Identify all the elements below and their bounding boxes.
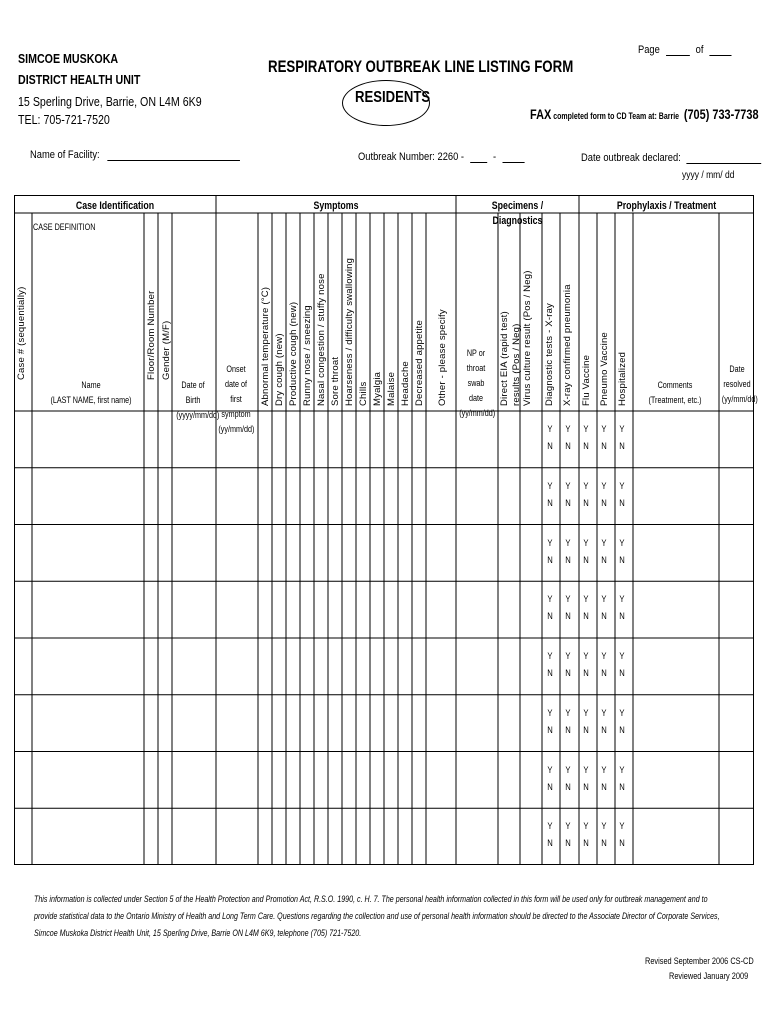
no-option[interactable]: N — [619, 441, 625, 451]
yes-option[interactable]: Y — [583, 594, 589, 605]
no-option[interactable]: N — [583, 611, 589, 622]
col-pneumo-vaccine: Pneumo Vaccine — [599, 332, 610, 406]
line-listing-grid — [14, 195, 754, 865]
outbreak-number-part2[interactable] — [502, 152, 524, 163]
no-option[interactable]: N — [619, 554, 625, 565]
yes-option[interactable]: Y — [547, 480, 553, 491]
org-name-line2: DISTRICT HEALTH UNIT — [18, 72, 141, 87]
yes-option[interactable]: Y — [619, 537, 625, 548]
col-onset-line1: Onset date of — [224, 364, 248, 389]
yes-option[interactable]: Y — [601, 594, 607, 605]
yes-option[interactable]: Y — [619, 594, 625, 605]
yes-option[interactable]: Y — [565, 821, 571, 832]
yes-option[interactable]: Y — [583, 651, 589, 661]
col-date-resolved — [721, 362, 758, 407]
section-specimens-diagnostics: Specimens / Diagnostics — [491, 200, 544, 227]
yes-option[interactable]: Y — [619, 424, 625, 434]
no-option[interactable]: N — [547, 441, 553, 451]
fax-number: (705) 733-7738 — [683, 106, 759, 122]
yes-option[interactable]: Y — [583, 821, 589, 832]
col-hoarseness: Hoarseness / difficulty swallowing — [344, 257, 355, 406]
yes-option[interactable]: Y — [601, 424, 607, 434]
no-option[interactable]: N — [619, 838, 625, 849]
no-option[interactable]: N — [565, 441, 571, 451]
fax-label: FAX — [530, 106, 552, 122]
no-option[interactable]: N — [583, 554, 589, 565]
no-option[interactable]: N — [601, 497, 607, 508]
no-option[interactable]: N — [547, 497, 553, 508]
yes-option[interactable]: Y — [619, 480, 625, 491]
outbreak-number-row — [358, 151, 524, 163]
no-option[interactable]: N — [583, 838, 589, 849]
col-resolved-line2: resolved — [723, 379, 751, 389]
col-case-number: Case # (sequentially) — [16, 286, 27, 380]
col-np-line2: swab — [467, 378, 485, 388]
facility-input[interactable] — [107, 150, 240, 161]
page-total-field[interactable] — [709, 45, 731, 56]
yes-option[interactable]: Y — [547, 821, 553, 832]
col-name-line1: Name — [81, 380, 101, 390]
no-option[interactable]: N — [583, 497, 589, 508]
yes-option[interactable]: Y — [601, 480, 607, 491]
col-name — [47, 378, 135, 408]
no-option[interactable]: N — [547, 611, 553, 622]
col-xray-pneumonia: X-ray confirmed pneumonia — [562, 284, 573, 406]
org-telephone: TEL: 705-721-7520 — [18, 112, 110, 127]
col-dry-cough: Dry cough (new) — [274, 333, 285, 406]
yes-option[interactable]: Y — [565, 424, 571, 434]
col-myalgia: Myalgia — [372, 371, 383, 406]
yes-option[interactable]: Y — [547, 764, 553, 775]
yes-option[interactable]: Y — [619, 651, 625, 661]
no-option[interactable]: N — [565, 554, 571, 565]
col-abnormal-temperature: Abnormal temperature (°C) — [260, 286, 271, 406]
no-option[interactable]: N — [547, 554, 553, 565]
date-format-hint: yyyy / mm/ dd — [682, 170, 735, 181]
col-chills: Chills — [358, 381, 369, 406]
no-option[interactable]: N — [547, 838, 553, 849]
section-case-identification: Case Identification — [75, 200, 155, 212]
col-name-line2: (LAST NAME, first name) — [50, 395, 132, 405]
section-symptoms: Symptoms — [313, 200, 359, 212]
no-option[interactable]: N — [619, 497, 625, 508]
outbreak-label: Outbreak Number: 2260 - — [358, 151, 465, 163]
no-option[interactable]: N — [619, 611, 625, 622]
no-option[interactable]: N — [565, 668, 571, 678]
col-nasal-congestion: Nasal congestion / stuffy nose — [316, 273, 327, 406]
col-hospitalized: Hospitalized — [617, 351, 628, 406]
col-dob-line2: (yyyy/mm/dd) — [176, 410, 220, 420]
form-title: RESPIRATORY OUTBREAK LINE LISTING FORM — [268, 57, 574, 76]
no-option[interactable]: N — [583, 781, 589, 792]
no-option[interactable]: N — [601, 668, 607, 678]
col-dob — [176, 378, 220, 423]
case-definition-label: CASE DEFINITION — [33, 222, 96, 232]
col-comments-line1: Comments — [657, 380, 693, 390]
fax-text: completed form to CD Team at: — [551, 111, 659, 121]
yes-option[interactable]: Y — [565, 764, 571, 775]
facility-row — [30, 149, 240, 161]
declared-date-input[interactable] — [687, 153, 762, 164]
col-resolved-line3: (yy/mm/dd) — [721, 394, 758, 404]
no-option[interactable]: N — [583, 441, 589, 451]
no-option[interactable]: N — [601, 554, 607, 565]
no-option[interactable]: N — [601, 441, 607, 451]
no-option[interactable]: N — [619, 724, 625, 735]
col-diagnostic-xray: Diagnostic tests - X-ray — [544, 303, 555, 406]
col-decreased-appetite: Decreased appetite — [414, 320, 425, 406]
section-prophylaxis-treatment: Prophylaxis / Treatment — [616, 200, 717, 212]
no-option[interactable]: N — [601, 781, 607, 792]
yes-option[interactable]: Y — [547, 651, 553, 661]
yes-option[interactable]: Y — [619, 707, 625, 718]
no-option[interactable]: N — [565, 724, 571, 735]
page-label: Page — [638, 44, 660, 56]
col-direct-eia — [499, 311, 523, 406]
no-option[interactable]: N — [583, 724, 589, 735]
no-option[interactable]: N — [565, 497, 571, 508]
no-option[interactable]: N — [547, 668, 553, 678]
yes-option[interactable]: Y — [565, 707, 571, 718]
col-gender: Gender (M/F) — [161, 320, 172, 380]
col-runny-nose: Runny nose / sneezing — [302, 305, 313, 406]
no-option[interactable]: N — [601, 838, 607, 849]
col-malaise: Malaise — [386, 371, 397, 406]
no-option[interactable]: N — [619, 781, 625, 792]
yes-option[interactable]: Y — [547, 707, 553, 718]
revision-date: Revised September 2006 CS-CD — [645, 956, 754, 966]
col-comments — [639, 378, 711, 408]
yes-option[interactable]: Y — [619, 764, 625, 775]
privacy-notice: This information is collected under Section 5 of the Health Protection and Promotion Act, R.S.O. 1990, c. H. 7. The personal health information collected in this form will be used only for outbreak management and to provide statistical data to the Ontario Ministry of Health and Long Term Care. Questions regarding the collection and use of personal health information should be directed to the Associate Director of Corporate Services, Simcoe Muskoka District Health Unit, 15 Sperling Drive, Barrie ON L4M 6K9, telephone (705) 721-7520. — [34, 894, 720, 938]
no-option[interactable]: N — [601, 611, 607, 622]
of-label: of — [695, 44, 704, 56]
yes-option[interactable]: Y — [547, 594, 553, 605]
col-np-line1: NP or throat — [466, 348, 486, 373]
page-number-field[interactable] — [666, 45, 690, 56]
no-option[interactable]: N — [547, 724, 553, 735]
no-option[interactable]: N — [565, 781, 571, 792]
yes-option[interactable]: Y — [619, 821, 625, 832]
yes-option[interactable]: Y — [601, 651, 607, 661]
col-np-swab — [459, 346, 496, 421]
outbreak-dash: - — [493, 151, 497, 163]
col-comments-line2: (Treatment, etc.) — [648, 395, 702, 405]
facility-label: Name of Facility: — [30, 149, 100, 161]
col-virus-culture: Virus culture result (Pos / Neg) — [522, 270, 533, 406]
fax-instruction — [530, 106, 759, 122]
yes-option[interactable]: Y — [583, 424, 589, 434]
no-option[interactable]: N — [619, 668, 625, 678]
yes-option[interactable]: Y — [601, 537, 607, 548]
yes-option[interactable]: Y — [565, 537, 571, 548]
col-resolved-line1: Date — [729, 364, 745, 374]
col-productive-cough: Productive cough (new) — [288, 301, 299, 406]
no-option[interactable]: N — [565, 611, 571, 622]
col-onset-line2: first symptom — [221, 394, 251, 419]
no-option[interactable]: N — [583, 668, 589, 678]
col-eia-line2: results (Pos / Neg) — [511, 323, 522, 406]
col-sore-throat: Sore throat — [330, 356, 341, 406]
yes-option[interactable]: Y — [601, 764, 607, 775]
col-other-specify: Other - please specify — [437, 309, 448, 406]
col-np-line4: (yy/mm/dd) — [459, 408, 496, 418]
col-np-line3: date — [468, 393, 484, 403]
yes-option[interactable]: Y — [601, 821, 607, 832]
page-counter — [638, 44, 732, 56]
col-onset-line3: (yy/mm/dd) — [218, 424, 255, 434]
col-headache: Headache — [400, 361, 411, 406]
yes-option[interactable]: Y — [601, 707, 607, 718]
review-date: Reviewed January 2009 — [669, 971, 749, 981]
yes-option[interactable]: Y — [565, 594, 571, 605]
fax-city: Barrie — [658, 111, 680, 121]
form-subtitle: RESIDENTS — [355, 89, 431, 106]
col-dob-line1: Date of Birth — [181, 380, 205, 405]
no-option[interactable]: N — [565, 838, 571, 849]
declared-label: Date outbreak declared: — [581, 152, 681, 164]
col-flu-vaccine: Flu Vaccine — [581, 354, 592, 406]
org-name-line1: SIMCOE MUSKOKA — [18, 51, 119, 66]
yes-option[interactable]: Y — [583, 480, 589, 491]
yes-option[interactable]: Y — [583, 707, 589, 718]
yes-option[interactable]: Y — [547, 424, 553, 434]
yes-option[interactable]: Y — [565, 651, 571, 661]
col-onset — [218, 362, 253, 437]
yes-option[interactable]: Y — [547, 537, 553, 548]
org-address: 15 Sperling Drive, Barrie, ON L4M 6K9 — [18, 94, 202, 109]
no-option[interactable]: N — [601, 724, 607, 735]
col-eia-line1: Direct EIA (rapid test) — [499, 311, 510, 406]
yes-option[interactable]: Y — [583, 764, 589, 775]
outbreak-number-part1[interactable] — [470, 152, 487, 163]
no-option[interactable]: N — [547, 781, 553, 792]
yes-option[interactable]: Y — [565, 480, 571, 491]
outbreak-declared-row — [581, 152, 762, 164]
yes-option[interactable]: Y — [583, 537, 589, 548]
col-floor-room: Floor/Room Number — [146, 290, 157, 380]
